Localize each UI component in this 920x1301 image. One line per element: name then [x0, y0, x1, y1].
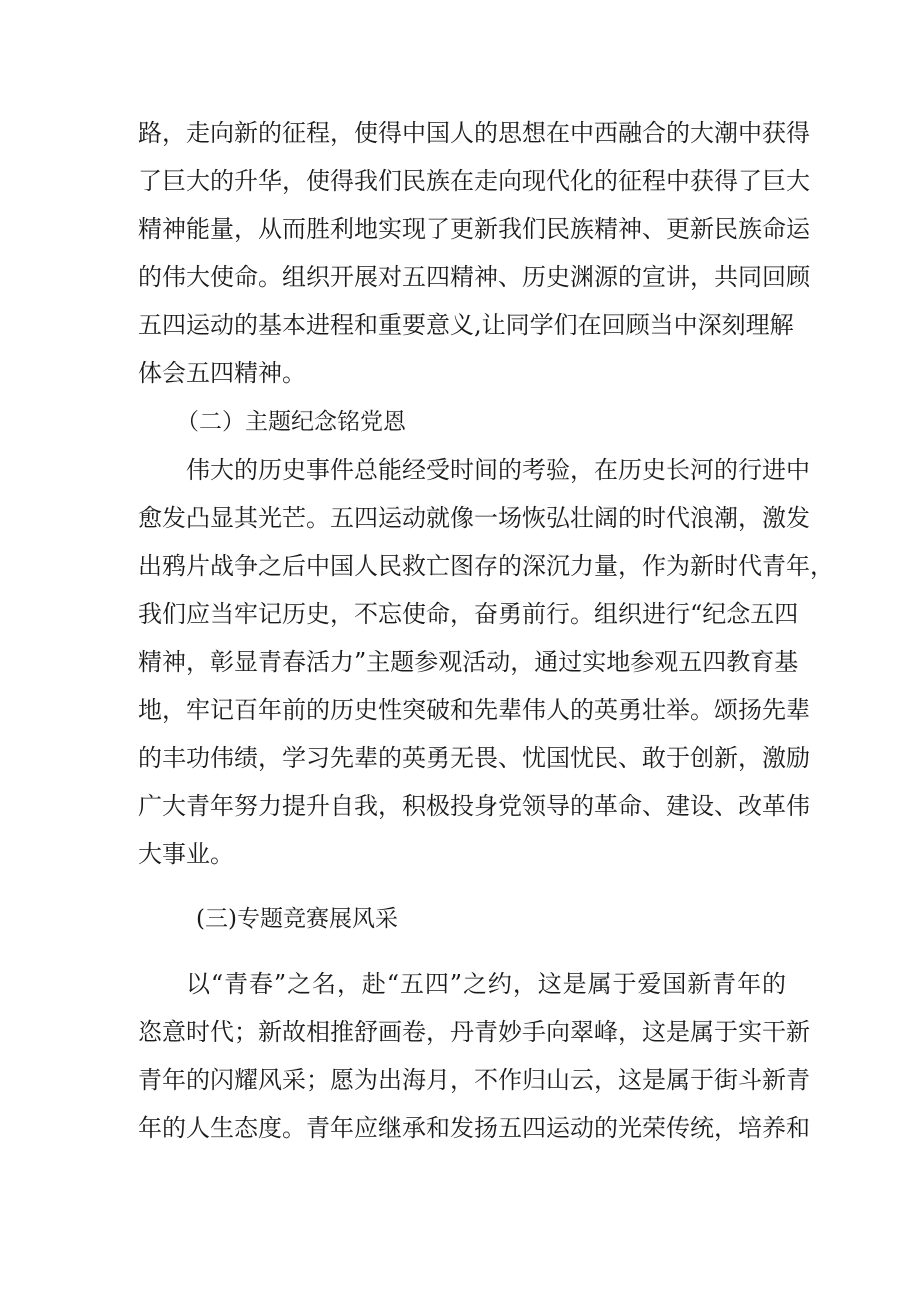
- paragraph-line: 地，牢记百年前的历史性突破和先辈伟人的英勇壮举。颂扬先辈: [138, 696, 810, 724]
- paragraph-line: 大事业。: [138, 840, 234, 868]
- paragraph-line: 伟大的历史事件总能经受时间的考验，在历史长河的行进中: [186, 456, 810, 484]
- paragraph-line: 我们应当牢记历史，不忘使命，奋勇前行。组织进行“纪念五四: [138, 600, 799, 628]
- paragraph-line: 精神能量，从而胜利地实现了更新我们民族精神、更新民族命运: [138, 215, 810, 243]
- paragraph-line: 年的人生态度。青年应继承和发扬五四运动的光荣传统，培养和: [138, 1114, 810, 1142]
- paragraph-line: 了巨大的升华，使得我们民族在走向现代化的征程中获得了巨大: [138, 167, 810, 195]
- section-heading: (三)专题竞赛展风采: [196, 906, 398, 932]
- paragraph-line: 出鸦片战争之后中国人民救亡图存的深沉力量，作为新时代青年，: [138, 552, 834, 580]
- paragraph-line: 五四运动的基本进程和重要意义,让同学们在回顾当中深刻理解: [138, 311, 794, 339]
- paragraph-line: 青年的闪耀风采；愿为出海月，不作归山云，这是属于街斗新青: [138, 1066, 810, 1094]
- paragraph-line: 精神，彰显青春活力”主题参观活动，通过实地参观五四教育基: [138, 648, 799, 676]
- paragraph-line: 恣意时代；新故相推舒画卷，丹青妙手向翠峰，这是属于实干新: [138, 1018, 810, 1046]
- paragraph-line: 以“青春”之名，赴“五四”之约，这是属于爱国新青年的: [186, 970, 786, 998]
- paragraph-line: 广大青年努力提升自我，积极投身党领导的革命、建设、改革伟: [138, 792, 810, 820]
- paragraph-line: 的伟大使命。组织开展对五四精神、历史渊源的宣讲，共同回顾: [138, 263, 810, 291]
- paragraph-line: 的丰功伟绩，学习先辈的英勇无畏、忧国忧民、敢于创新，激励: [138, 744, 810, 772]
- paragraph-line: 路，走向新的征程，使得中国人的思想在中西融合的大潮中获得: [138, 119, 810, 147]
- section-heading: （二）主题纪念铭党恩: [176, 409, 406, 435]
- paragraph-line: 体会五四精神。: [138, 359, 306, 387]
- paragraph-line: 愈发凸显其光芒。五四运动就像一场恢弘壮阔的时代浪潮，激发: [138, 504, 810, 532]
